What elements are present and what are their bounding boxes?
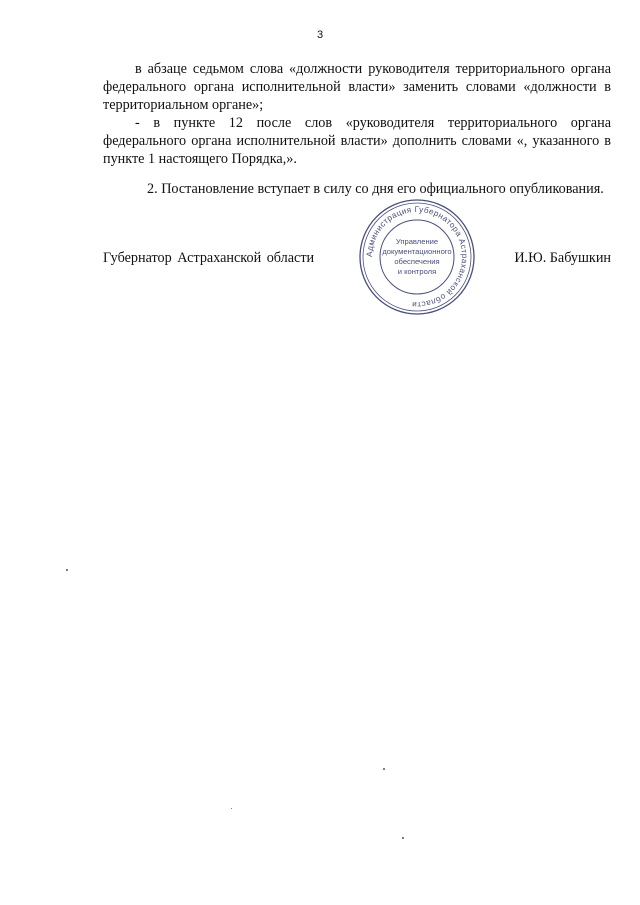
scan-speck [402, 837, 404, 839]
stamp-inner-line-1: Управление [395, 237, 439, 246]
paragraph-entry-into-force: 2. Постановление вступает в силу со дня его официального опубликования. [147, 181, 604, 197]
paragraph-amendment-seventh-clause: в абзаце седьмом слова «должности руководителя территориального органа федерального органа исполнительной власти» заменить словами «должности в территориальном органе»; [103, 61, 611, 113]
stamp-ring-textpath: Администрация Губернатора Астраханской области [364, 204, 470, 310]
stamp-inner-line-4: и контроля [397, 267, 437, 276]
page-number: 3 [316, 29, 324, 41]
stamp-inner-line-2: документационного [382, 247, 452, 256]
document-body [103, 60, 611, 198]
scan-speck [66, 569, 68, 571]
signatory-name: И.Ю. Бабушкин [514, 250, 611, 266]
official-seal-stamp [358, 198, 476, 316]
scan-speck [231, 808, 232, 809]
scan-speck [383, 768, 385, 770]
paragraph-amendment-point-12: - в пункте 12 после слов «руководителя территориального органа федерального органа исполнительной власти» дополнить словами «, указанного в пункте 1 настоящего Порядка,». [103, 115, 611, 167]
signatory-position: Губернатор Астраханской области [103, 250, 315, 266]
stamp-inner-line-3: обеспечения [394, 257, 440, 266]
